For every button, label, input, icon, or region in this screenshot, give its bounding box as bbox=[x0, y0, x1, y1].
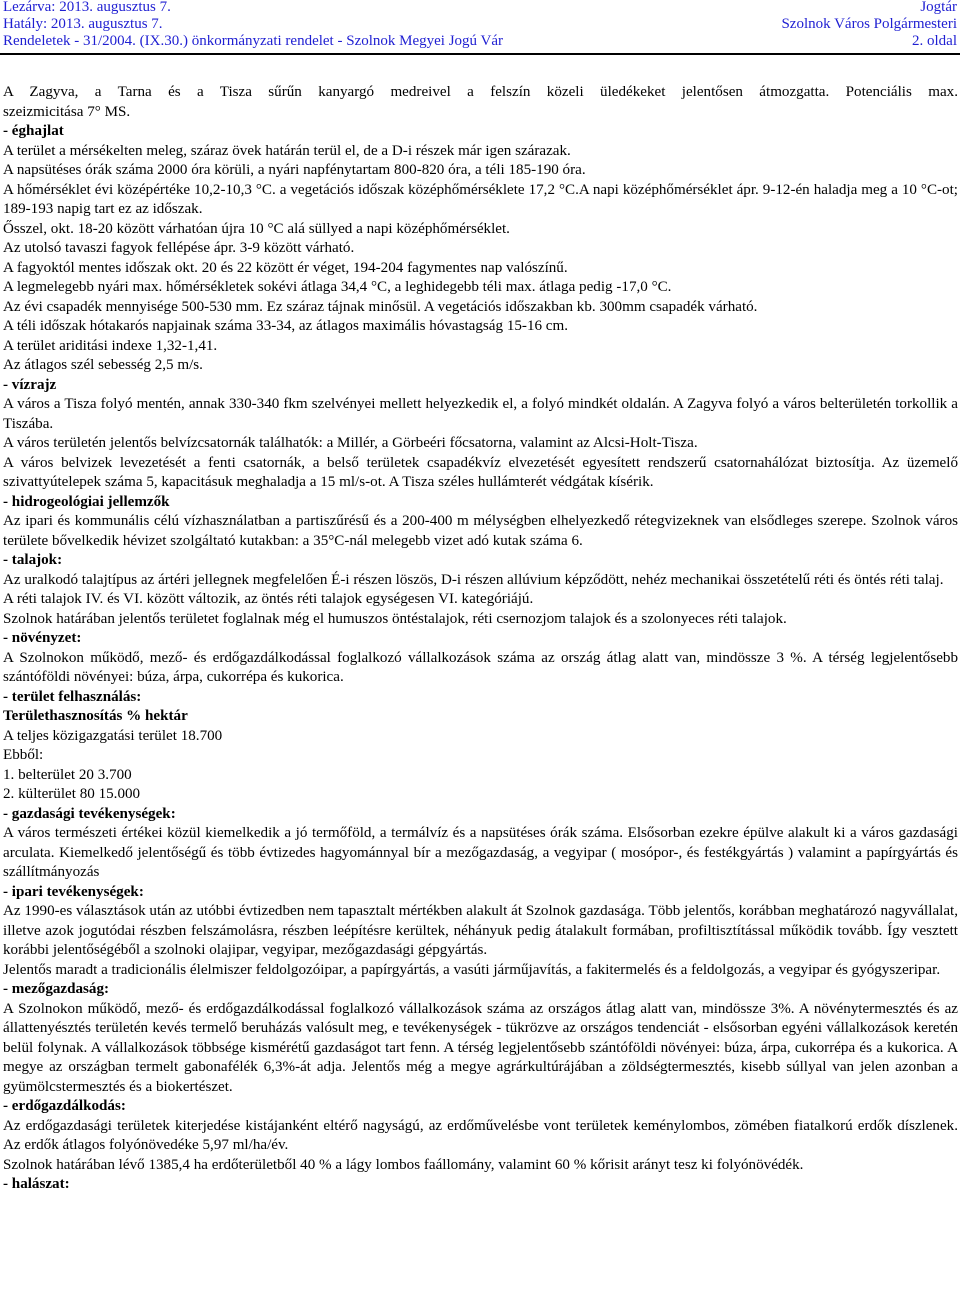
paragraph: A város területén jelentős belvízcsatornák találhatók: a Millér, a Görbeéri főcsatorna, valamint az Alcsi-Holt-Tisza. bbox=[3, 435, 698, 451]
paragraph: Ebből: bbox=[3, 747, 44, 763]
paragraph: Az ipari és kommunális célú vízhasználatban a partiszűrésű és a 200-400 m mélységben elhelyezkedő rétegvizeknek van elsődleges szerepe. Szolnok város területe bővelkedik hévizet szolgáltató kutakban: a 35°C-nál melegebb vizet adó kutak száma 6. bbox=[3, 513, 958, 549]
section-heading: - talajok: bbox=[3, 552, 63, 568]
paragraph: Az átlagos szél sebesség 2,5 m/s. bbox=[3, 357, 203, 373]
paragraph: Szolnok határában lévő 1385,4 ha erdőterületből 40 % a lágy lombos faállomány, valamint 60 % kőrisit arányt tesz ki folyónövédék. bbox=[3, 1156, 804, 1173]
paragraph: Jelentős maradt a tradicionális élelmiszer feldolgozóipar, a papírgyártás, a vasúti járműjavítás, a fakitermelés és a feldolgozás, a vegyipar és gyógyszeripar. bbox=[3, 961, 941, 978]
paragraph: A Szolnokon működő, mező- és erdőgazdálkodással foglalkozó vállalkozások száma az ország átlag alatt van, mindössze 3 %. A térség legjelentősebb szántóföldi növényei: búza, árpa, cukorrépa és kukorica. bbox=[3, 649, 958, 685]
header-source: Jogtár bbox=[920, 0, 957, 15]
paragraph: A város belvizek levezetését a fenti csatornák, a belső területek csapadékvíz elvezetését egyesített rendszerű csatornahálózat biztosítja. Az üzemelő szivattyútelepek száma 5, kapacitásuk meghaladja a 15 ml/s-ot. A Tisza széles hullámterét védgátak kísérik. bbox=[3, 454, 958, 490]
paragraph: Az uralkodó talajtípus az ártéri jellegnek megfelelően É-i részen löszös, D-i részen allúvium képződött, nehéz mechanikai összetételű réti és öntés réti talaj. bbox=[3, 571, 944, 588]
header-page-number: 2. oldal bbox=[912, 33, 957, 49]
section-heading: - hidrogeológiai jellemzők bbox=[3, 493, 170, 510]
section-heading: - növényzet: bbox=[3, 630, 82, 646]
paragraph: A Zagyva, a Tarna és a Tisza sűrűn kanyargó medreivel a felszín közeli üledékeket jelentősen átmozgatta. Potenciális max. bbox=[3, 84, 958, 100]
header-right bbox=[781, 0, 957, 50]
header-document-title: Rendeletek - 31/2004. (IX.30.) önkormányzati rendelet - Szolnok Megyei Jogú Vár bbox=[3, 33, 504, 49]
document-body bbox=[3, 83, 958, 1195]
paragraph: A hőmérséklet évi középértéke 10,2-10,3 °C. a vegetációs időszak középhőmérséklete 17,2 °C.A napi középhőmérséklet ápr. 9-12-én haladja meg a 10 °C-ot; 189-193 napig tart ez az időszak. bbox=[3, 181, 958, 217]
paragraph: A teljes közigazgatási terület 18.700 bbox=[3, 727, 223, 744]
paragraph: A terület ariditási indexe 1,32-1,41. bbox=[3, 337, 218, 354]
paragraph: A réti talajok IV. és VI. között változik, az öntés réti talajok egységesen VI. kategóriájú. bbox=[3, 591, 534, 607]
section-heading: - vízrajz bbox=[3, 376, 57, 393]
section-heading: Területhasznosítás % hektár bbox=[3, 708, 188, 724]
paragraph: Az utolsó tavaszi fagyok fellépése ápr. 3-9 között várható. bbox=[3, 240, 355, 256]
paragraph: A napsütéses órák száma 2000 óra körüli, a nyári napfénytartam 800-820 óra, a téli 185-190 óra. bbox=[3, 162, 586, 178]
paragraph: A téli időszak hótakarós napjainak száma 33-34, az átlagos maximális hóvastagság 15-16 cm. bbox=[3, 318, 569, 334]
paragraph: A város a Tisza folyó mentén, annak 330-340 fkm szelvényei mellett helyezkedik el, a folyó mindkét oldalán. A Zagyva folyó a város belterületén torkollik a Tiszába. bbox=[3, 396, 958, 432]
header-effective-date: Hatály: 2013. augusztus 7. bbox=[3, 16, 163, 32]
section-heading: - mezőgazdaság: bbox=[3, 981, 110, 997]
paragraph: Az évi csapadék mennyisége 500-530 mm. Ez száraz tájnak minősül. A vegetációs időszakban kb. 300mm csapadék várható. bbox=[3, 298, 758, 315]
paragraph: 2. külterület 80 15.000 bbox=[3, 786, 141, 802]
paragraph: A terület a mérsékelten meleg, száraz övek határán terül el, de a D-i részek már igen szárazak. bbox=[3, 142, 571, 159]
paragraph: A Szolnokon működő, mező- és erdőgazdálkodással foglalkozó vállalkozások száma az országos átlag alatt van, mindössze 3%. A növénytermesztés és az állattenyésztés területén kevés termelő beruházás valósult meg, e tevékenységek - tükrözve az országos tendenciát - elsősorban egyéni vállalkozások keretén belül folynak. A vállalkozások többsége kismérétű gazdaságot tart fenn. A térség legjelentősebb szántóföldi növényei: búza, árpa, cukorrépa és a kukorica. A megye az országban termelt gabonafélék 6,3%-át adja. Jelentős még a megye agrárkultúrájában a zöldségtermesztés, kisebb súllyal van jelen azonban a gyümölcstermesztés és a biokertészet. bbox=[3, 1000, 958, 1095]
page-header bbox=[0, 0, 960, 49]
paragraph: Ősszel, okt. 18-20 között várhatóan újra 10 °C alá süllyed a napi középhőmérséklet. bbox=[3, 220, 510, 237]
section-heading: - erdőgazdálkodás: bbox=[3, 1098, 126, 1114]
paragraph: szeizmicitása 7° MS. bbox=[3, 103, 131, 120]
section-heading: - terület felhasználás: bbox=[3, 688, 142, 705]
header-closed-date: Lezárva: 2013. augusztus 7. bbox=[3, 0, 171, 15]
paragraph: 1. belterület 20 3.700 bbox=[3, 766, 132, 783]
section-heading: - ipari tevékenységek: bbox=[3, 883, 144, 900]
paragraph: Az 1990-es választások után az utóbbi évtizedben nem tapasztalt mértékben alakult át Szolnok gazdasága. Több jelentős, korábban meghatározó nagyvállalat, illetve azok jogutódai részben felszámolásra, részben leépítésre kerültek, néhányuk pedig átalakult formában, profiltisztítással működik tovább. Így vesztett korábbi jelentőségéből a szolnoki olajipar, vegyipar, mezőgazdasági gépgyártás. bbox=[3, 903, 958, 958]
section-heading: - éghajlat bbox=[3, 123, 64, 139]
header-organization: Szolnok Város Polgármesteri bbox=[781, 16, 957, 32]
paragraph: Az erdőgazdasági területek kiterjedése kistájanként eltérő nagyságú, az erdőművelésbe vont területek keménylombos, zömében fiatalkorú erdők díszlenek. Az erdők átlagos folyónövedéke 5,97 ml/ha/év. bbox=[3, 1117, 958, 1153]
paragraph: A legmelegebb nyári max. hőmérsékletek sokévi átlaga 34,4 °C, a leghidegebb téli max. átlaga pedig -17,0 °C. bbox=[3, 279, 672, 295]
header-divider bbox=[0, 53, 960, 55]
paragraph: A város természeti értékei közül kiemelkedik a jó termőföld, a termálvíz és a napsütéses órák száma. Elsősorban ezekre épülve alakult ki a város gazdasági arculata. Kiemelkedő jelentőségű és több évtizedes hagyománnyal bír a mezőgazdaság, a vegyipar ( mosópor-, és festékgyártás ) valamint a papírgyártás és szállítmányozás bbox=[3, 825, 958, 880]
paragraph: A fagyoktól mentes időszak okt. 20 és 22 között ér véget, 194-204 fagymentes nap valószínű. bbox=[3, 259, 568, 276]
section-heading: - gazdasági tevékenységek: bbox=[3, 805, 176, 822]
section-heading: - halászat: bbox=[3, 1176, 70, 1192]
paragraph: Szolnok határában jelentős területet foglalnak még el humuszos öntéstalajok, réti csernozjom talajok és a szolonyeces réti talajok. bbox=[3, 610, 787, 627]
header-left bbox=[3, 0, 503, 50]
